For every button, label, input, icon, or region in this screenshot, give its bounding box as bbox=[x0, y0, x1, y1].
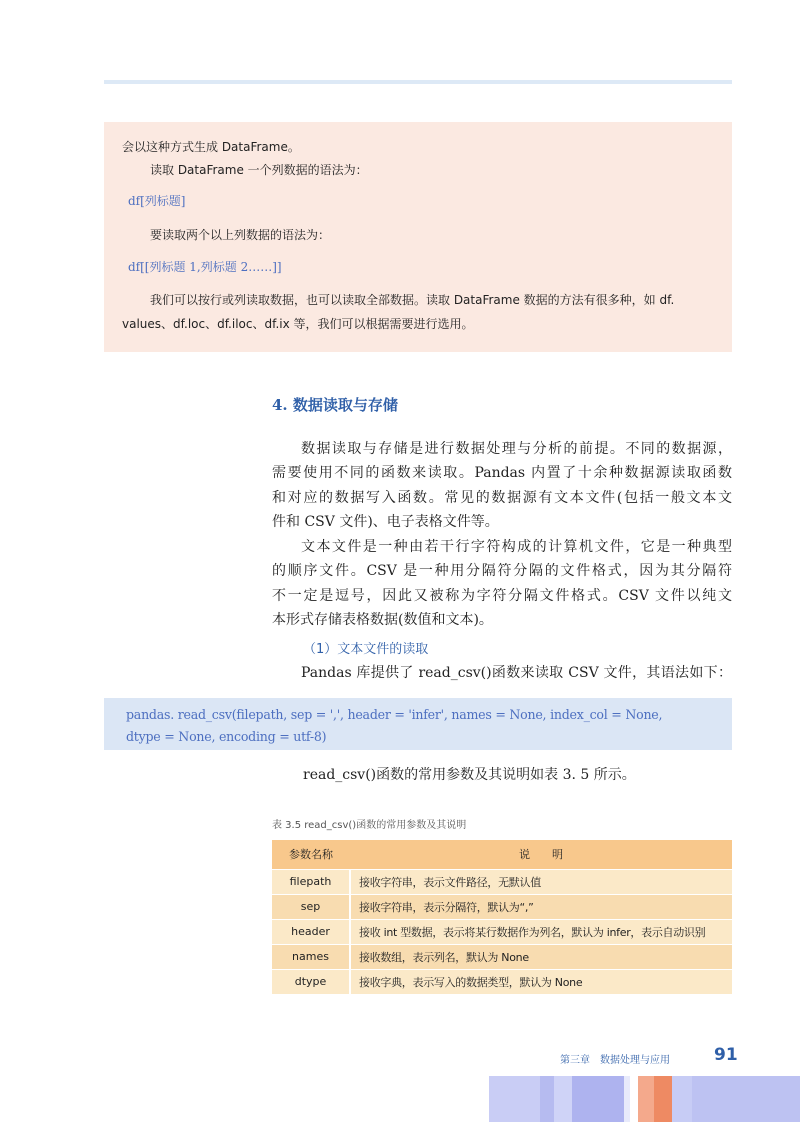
paragraph-2-line: 文本文件是一种由若干行字符构成的计算机文件，它是一种典型 bbox=[301, 539, 732, 555]
code-line: pandas. read_csv(filepath, sep = ',', header = 'infer', names = None, index_col = None, bbox=[126, 707, 663, 722]
paragraph-1-line: 件和 CSV 文件)、电子表格文件等。 bbox=[272, 514, 499, 531]
param-desc: 接收字典，表示写入的数据类型，默认为 None bbox=[350, 969, 732, 994]
table-header-row bbox=[272, 840, 732, 869]
param-desc: 接收数组，表示列名，默认为 None bbox=[350, 944, 732, 969]
table-header-cell: 参数名称 bbox=[272, 840, 350, 869]
param-name: filepath bbox=[272, 869, 350, 894]
section-heading: 4. 数据读取与存储 bbox=[272, 396, 398, 414]
table-row bbox=[272, 919, 732, 944]
paragraph-1 bbox=[272, 437, 732, 535]
note-line-1: 会以这种方式生成 DataFrame。 bbox=[122, 140, 300, 154]
table-row bbox=[272, 894, 732, 919]
note-code-1: df[列标题] bbox=[128, 194, 186, 208]
paragraph-2-line: 的顺序文件。CSV 是一种用分隔符分隔的文件格式，因为其分隔符 bbox=[272, 563, 732, 580]
paragraph-2-line: 不一定是逗号，因此又被称为字符分隔文件格式。CSV 文件以纯文 bbox=[272, 587, 732, 604]
params-table bbox=[272, 840, 732, 994]
paragraph-1-line: 数据读取与存储是进行数据处理与分析的前提。不同的数据源， bbox=[301, 441, 732, 457]
param-desc: 接收字符串，表示分隔符，默认为“,” bbox=[350, 894, 732, 919]
chapter-number: 第三章 bbox=[560, 1055, 590, 1066]
note-code-2: df[[列标题 1,列标题 2……]] bbox=[128, 260, 282, 274]
paragraph-2 bbox=[272, 535, 732, 633]
paragraph-1-line: 和对应的数据写入函数。常见的数据源有文本文件(包括一般文本文 bbox=[272, 489, 732, 506]
code-block bbox=[104, 698, 732, 750]
top-divider bbox=[104, 80, 732, 84]
note-line-2: 读取 DataFrame 一个列数据的语法为： bbox=[150, 163, 368, 177]
note-line-5: values、df.loc、df.iloc、df.ix 等，我们可以根据需要进行选用。 bbox=[122, 317, 474, 331]
note-line-3: 要读取两个以上列数据的语法为： bbox=[150, 228, 331, 242]
paragraph-2-line: 本形式存储表格数据(数值和文本)。 bbox=[272, 612, 493, 629]
after-code-text: read_csv()函数的常用参数及其说明如表 3. 5 所示。 bbox=[303, 767, 636, 783]
code-line: dtype = None, encoding = utf-8) bbox=[126, 729, 327, 744]
param-name: header bbox=[272, 919, 350, 944]
note-box bbox=[104, 122, 732, 352]
paragraph-1-line: 需要使用不同的函数来读取。Pandas 内置了十余种数据源读取函数 bbox=[272, 465, 732, 482]
chapter-title: 数据处理与应用 bbox=[600, 1055, 670, 1066]
paragraph-intro bbox=[272, 661, 732, 685]
note-line-4: 我们可以按行或列读取数据，也可以读取全部数据。读取 DataFrame 数据的方法有很多种，如 df. bbox=[150, 293, 675, 307]
table-row bbox=[272, 969, 732, 994]
page-number: 91 bbox=[714, 1045, 738, 1065]
param-desc: 接收 int 型数据，表示将某行数据作为列名，默认为 infer，表示自动识别 bbox=[350, 919, 732, 944]
intro-line: Pandas 库提供了 read_csv()函数来读取 CSV 文件，其语法如下： bbox=[301, 665, 732, 681]
param-name: dtype bbox=[272, 969, 350, 994]
param-name: sep bbox=[272, 894, 350, 919]
table-caption: 表 3.5 read_csv()函数的常用参数及其说明 bbox=[272, 820, 467, 831]
table-header-cell: 说 明 bbox=[350, 840, 732, 869]
chapter-label bbox=[560, 1051, 670, 1066]
param-desc: 接收字符串，表示文件路径，无默认值 bbox=[350, 869, 732, 894]
param-name: names bbox=[272, 944, 350, 969]
subheading: （1）文本文件的读取 bbox=[303, 642, 429, 657]
table-row bbox=[272, 869, 732, 894]
table-row bbox=[272, 944, 732, 969]
